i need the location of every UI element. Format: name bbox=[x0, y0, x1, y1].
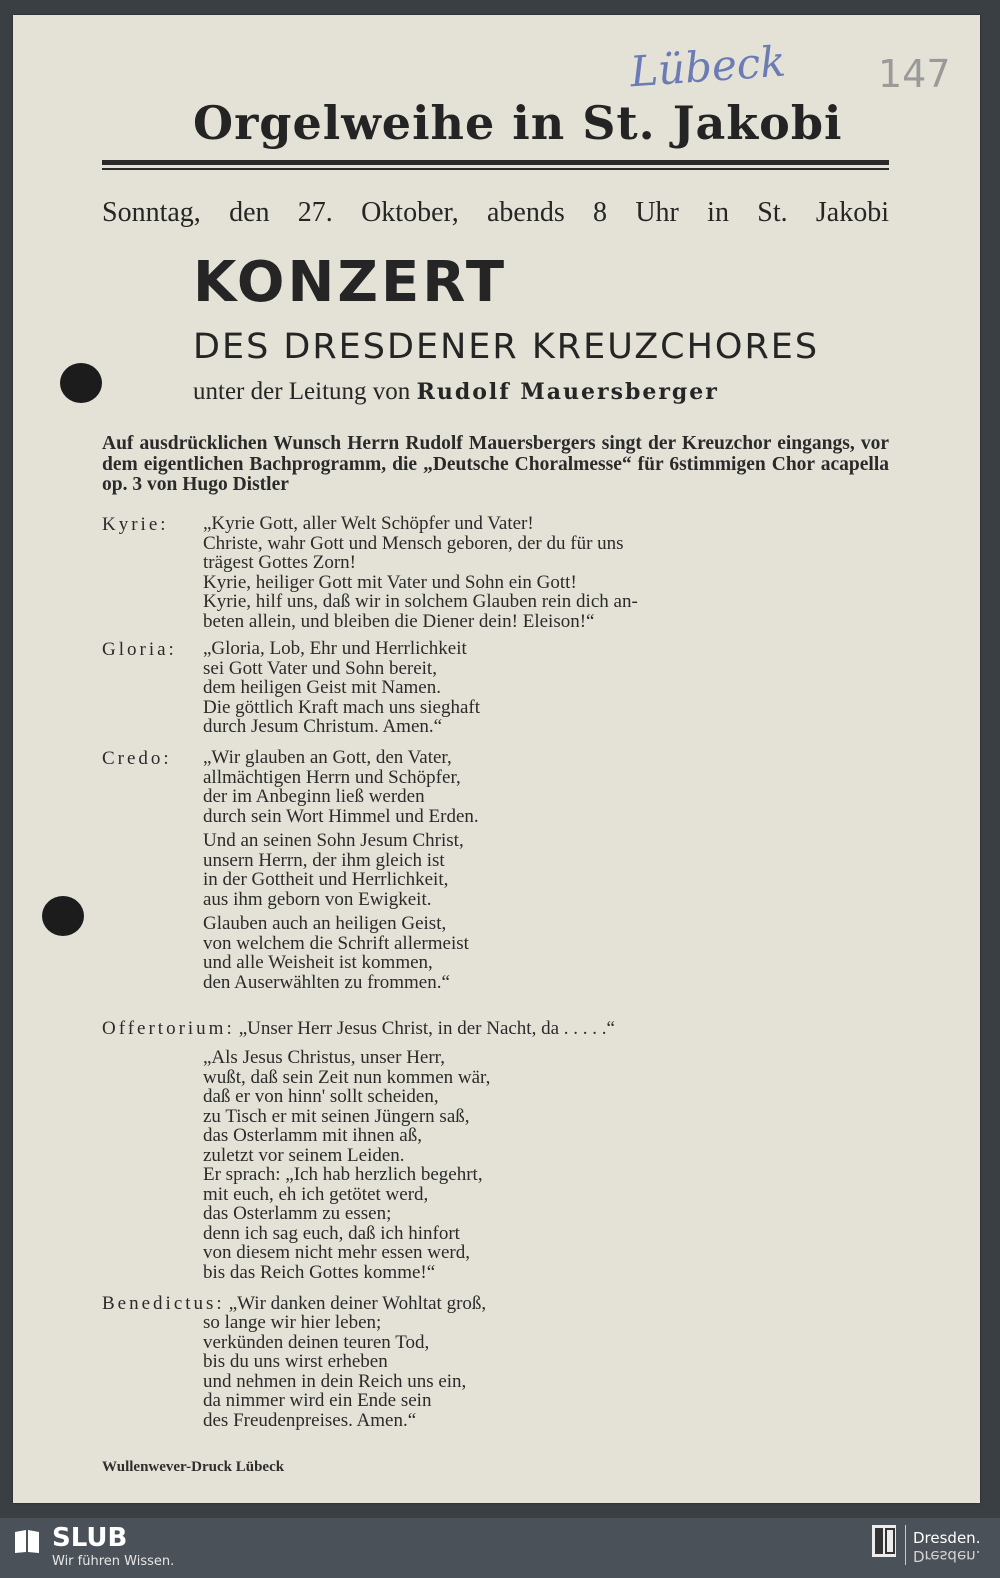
section-benedictus bbox=[102, 1293, 487, 1431]
verse-line: Kyrie, hilf uns, daß wir in solchem Glauben rein dich an- bbox=[203, 591, 638, 612]
verse-line: „Als Jesus Christus, unser Herr, bbox=[203, 1047, 445, 1068]
verse-line: wußt, daß sein Zeit nun kommen wär, bbox=[203, 1066, 491, 1088]
verse-line: verkünden deinen teuren Tod, bbox=[203, 1331, 430, 1353]
verse-line: in der Gottheit und Herrlichkeit, bbox=[203, 869, 449, 890]
verse-line: Er sprach: „Ich hab herzlich begehrt, bbox=[203, 1164, 483, 1185]
verse-line: allmächtigen Herrn und Schöpfer, bbox=[203, 766, 461, 788]
punch-hole-top bbox=[60, 363, 102, 403]
verse-line: Die göttlich Kraft mach uns sieghaft bbox=[203, 696, 481, 718]
verse-line: trägest Gottes Zorn! bbox=[203, 552, 357, 573]
intro-paragraph: Auf ausdrücklichen Wunsch Herrn Rudolf Mauersbergers singt der Kreuzchor eingangs, vor dem eigentlichen Bachprogramm, die „Deutsche Choralmesse“ für 6stimmigen Chor acapella op. 3 von Hugo Distler bbox=[102, 433, 889, 495]
verse-lines bbox=[203, 748, 479, 992]
verse-line: beten allein, und bleiben die Diener dein! Eleison!“ bbox=[203, 610, 595, 632]
dresden-crest-icon[interactable] bbox=[872, 1525, 896, 1557]
divider bbox=[905, 1525, 906, 1565]
punch-hole-bottom bbox=[42, 896, 84, 936]
verse-line: unsern Herrn, der ihm gleich ist bbox=[203, 849, 445, 871]
conductor-prefix: unter der Leitung von bbox=[193, 378, 411, 405]
verse-line: zuletzt vor seinem Leiden. bbox=[203, 1144, 405, 1166]
verse-line: aus ihm geborn von Ewigkeit. bbox=[203, 888, 432, 910]
conductor-name: Rudolf Mauersberger bbox=[416, 379, 719, 405]
verse-lines bbox=[203, 1313, 466, 1430]
verse-line: so lange wir hier leben; bbox=[203, 1312, 382, 1333]
verse-line: bis du uns wirst erheben bbox=[203, 1351, 388, 1372]
verse-line: bis das Reich Gottes komme!“ bbox=[203, 1261, 436, 1283]
benedictus-first-line: „Wir danken deiner Wohltat groß, bbox=[228, 1293, 487, 1314]
archive-number: 147 bbox=[878, 52, 951, 96]
handwritten-note: Lübeck bbox=[628, 36, 788, 97]
slub-tagline: Wir führen Wissen. bbox=[52, 1554, 175, 1569]
verse-line: Kyrie, heiliger Gott mit Vater und Sohn ein Gott! bbox=[203, 571, 577, 593]
verse-line: denn ich sag euch, daß ich hinfort bbox=[203, 1222, 460, 1244]
title-rule bbox=[102, 160, 889, 165]
offertorium-heading bbox=[102, 1018, 615, 1040]
page-title: Orgelweihe in St. Jakobi bbox=[193, 96, 843, 150]
viewer-footer-bar bbox=[0, 1518, 1000, 1578]
verse-line: zu Tisch er mit seinen Jüngern saß, bbox=[203, 1105, 470, 1127]
verse-line: der im Anbeginn ließ werden bbox=[203, 786, 425, 807]
section-label: Kyrie: bbox=[102, 514, 169, 535]
verse-lines bbox=[203, 639, 480, 737]
date-line: Sonntag, den 27. Oktober, abends 8 Uhr in St. Jakobi bbox=[102, 197, 889, 228]
verse-line: Glauben auch an heiligen Geist, bbox=[203, 913, 447, 934]
offertorium-first-line: „Unser Herr Jesus Christ, in der Nacht, da . . . . .“ bbox=[238, 1018, 615, 1039]
verse-line: durch Jesum Christum. Amen.“ bbox=[203, 716, 443, 737]
verse-line: von welchem die Schrift allermeist bbox=[203, 932, 469, 954]
section-offertorium bbox=[102, 1018, 615, 1283]
verse-line: da nimmer wird ein Ende sein bbox=[203, 1390, 432, 1411]
conductor-line bbox=[193, 378, 719, 406]
section-label: Credo: bbox=[102, 748, 172, 769]
verse-line: den Auserwählten zu frommen.“ bbox=[203, 971, 450, 993]
book-icon[interactable] bbox=[12, 1526, 42, 1556]
verse-line: durch sein Wort Himmel und Erden. bbox=[203, 805, 479, 827]
subheadline: DES DRESDENER KREUZCHORES bbox=[193, 327, 820, 367]
section-label: Gloria: bbox=[102, 639, 177, 660]
verse-line: Christe, wahr Gott und Mensch geboren, der du für uns bbox=[203, 532, 624, 554]
verse-line: sei Gott Vater und Sohn bereit, bbox=[203, 657, 437, 679]
dresden-logo-text[interactable]: Dresden. bbox=[913, 1529, 981, 1547]
verse-lines bbox=[203, 514, 638, 631]
slub-logo-text[interactable]: SLUB bbox=[52, 1523, 128, 1553]
verse-line: „Wir glauben an Gott, den Vater, bbox=[203, 747, 452, 768]
verse-line: daß er von hinn' sollt scheiden, bbox=[203, 1086, 439, 1107]
verse-line: „Gloria, Lob, Ehr und Herrlichkeit bbox=[203, 638, 467, 659]
section-label: Benedictus: bbox=[102, 1293, 225, 1314]
section-label: Offertorium: bbox=[102, 1018, 235, 1039]
headline: KONZERT bbox=[193, 250, 508, 315]
verse-line: „Kyrie Gott, aller Welt Schöpfer und Vater! bbox=[203, 513, 534, 534]
verse-line: mit euch, eh ich getötet werd, bbox=[203, 1183, 429, 1205]
verse-line: dem heiligen Geist mit Namen. bbox=[203, 677, 441, 698]
verse-lines bbox=[203, 1048, 490, 1282]
verse-line: des Freudenpreises. Amen.“ bbox=[203, 1409, 417, 1431]
title-rule-thin bbox=[102, 168, 889, 170]
dresden-logo-reflection: Dresden. bbox=[913, 1547, 981, 1565]
verse-line: und alle Weisheit ist kommen, bbox=[203, 952, 433, 973]
verse-line: und nehmen in dein Reich uns ein, bbox=[203, 1370, 467, 1392]
verse-line: von diesem nicht mehr essen werd, bbox=[203, 1242, 470, 1263]
verse-line: Und an seinen Sohn Jesum Christ, bbox=[203, 830, 464, 851]
printer-imprint: Wullenwever-Druck Lübeck bbox=[102, 1459, 285, 1475]
verse-line: das Osterlamm zu essen; bbox=[203, 1203, 392, 1224]
verse-line: das Osterlamm mit ihnen aß, bbox=[203, 1125, 422, 1146]
